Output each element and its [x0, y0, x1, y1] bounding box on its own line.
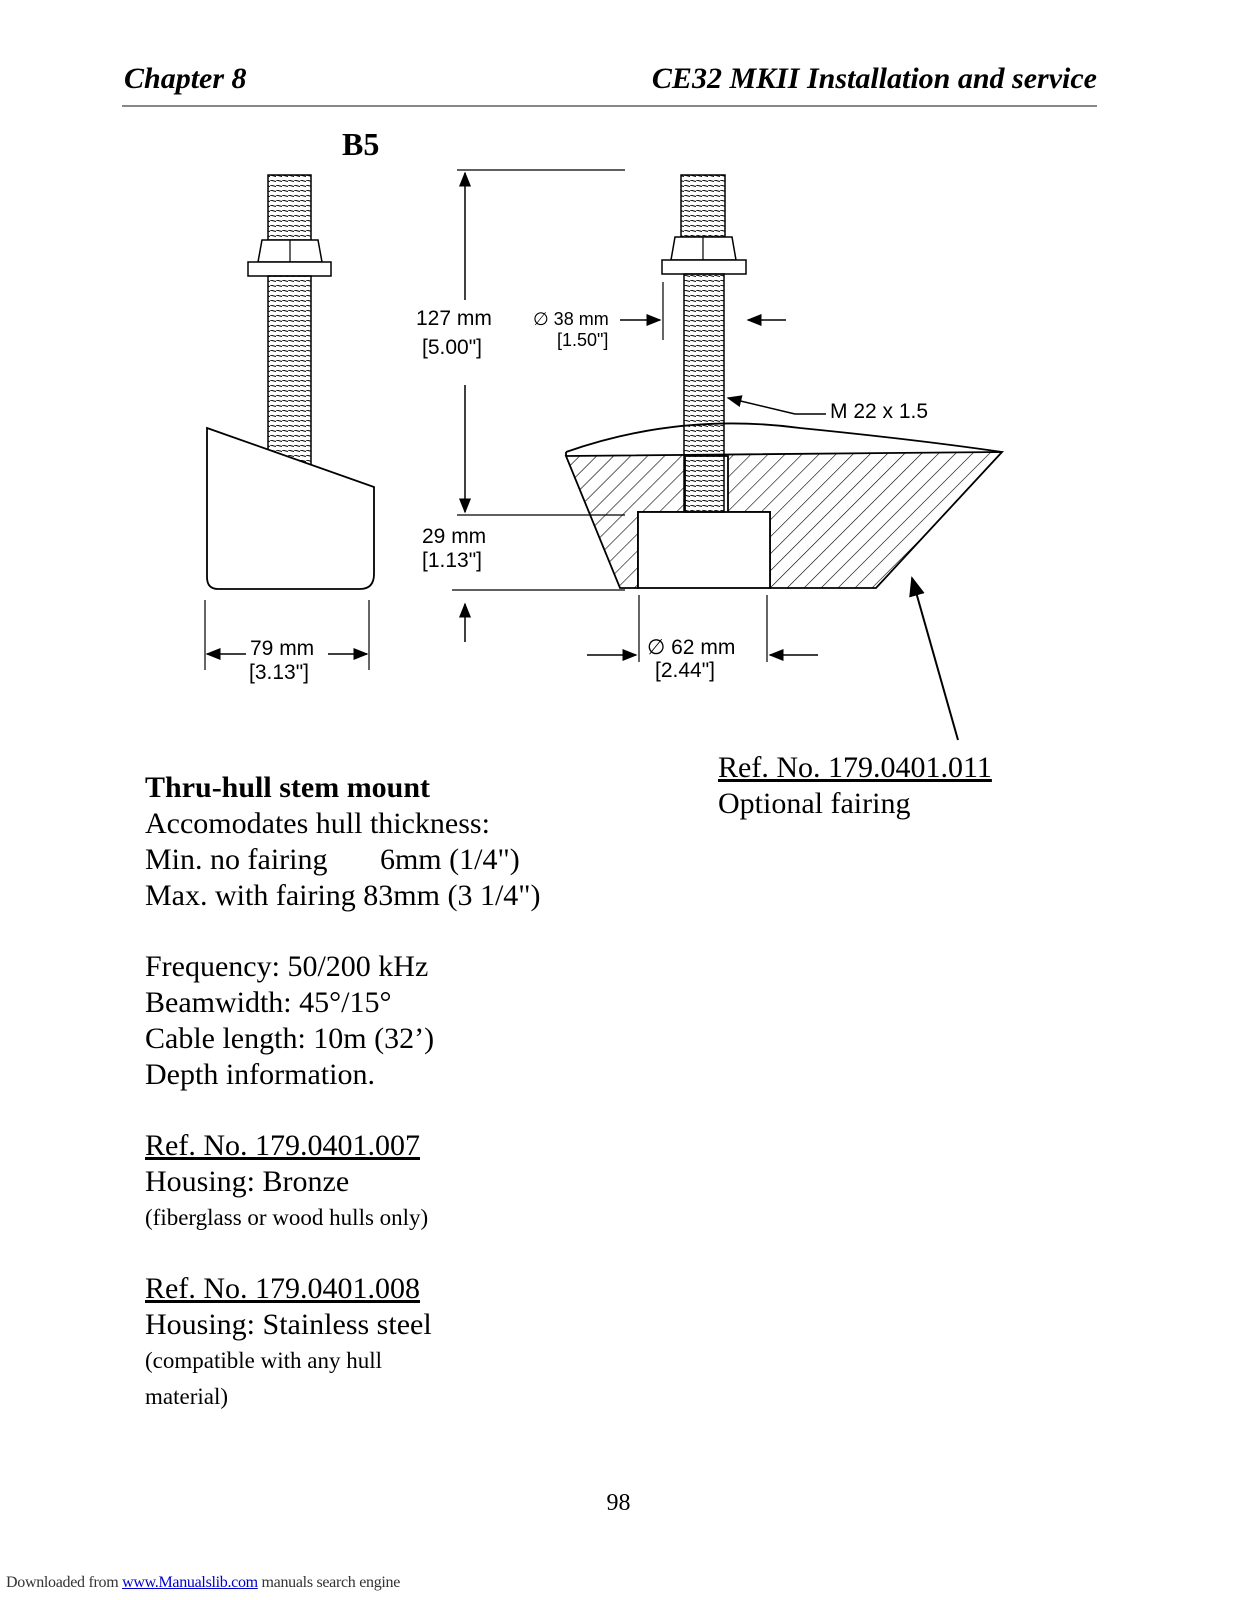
spec-line: Beamwidth: 45°/15°	[145, 986, 392, 1019]
page-number: 98	[606, 1490, 631, 1516]
mount-title: Thru-hull stem mount	[145, 771, 431, 804]
fairing-ref: Ref. No. 179.0401.011	[718, 751, 992, 784]
description-line: Max. with fairing 83mm (3 1/4")	[145, 879, 541, 912]
hull-in-label: [1.13"]	[422, 549, 482, 572]
spec-line: Depth information.	[145, 1058, 375, 1091]
variant-ref: Ref. No. 179.0401.008	[145, 1272, 420, 1305]
base-dia-in-label: [2.44"]	[655, 659, 715, 682]
hull-mm-label: 29 mm	[422, 525, 487, 548]
mount-description	[145, 770, 541, 914]
variant-stainless	[145, 1271, 432, 1415]
chapter-heading: Chapter 8	[124, 62, 247, 95]
section-view	[416, 170, 1002, 740]
transducer-drawing	[0, 0, 1237, 760]
thread-label: M 22 x 1.5	[830, 400, 929, 423]
description-line: Min. no fairing 6mm (1/4")	[145, 843, 520, 876]
width-mm-label: 79 mm	[250, 637, 315, 660]
variant-note: (compatible with any hull	[145, 1348, 382, 1373]
side-view	[205, 175, 374, 684]
stem-dia-mm-label: ∅ 38 mm	[533, 309, 609, 329]
download-footer	[6, 1574, 400, 1592]
figure-label: B5	[342, 126, 380, 162]
width-in-label: [3.13"]	[249, 661, 309, 684]
variant-housing: Housing: Stainless steel	[145, 1308, 432, 1341]
spec-line: Frequency: 50/200 kHz	[145, 950, 429, 983]
height-in-label: [5.00"]	[422, 336, 482, 359]
fairing-label: Optional fairing	[718, 787, 911, 820]
fairing-info	[718, 750, 992, 822]
variant-ref: Ref. No. 179.0401.007	[145, 1129, 420, 1162]
base-dia-mm-label: ∅ 62 mm	[647, 636, 736, 659]
manual-title-heading: CE32 MKII Installation and service	[651, 62, 1097, 95]
footer-suffix: manuals search engine	[257, 1574, 401, 1591]
variant-note: (fiberglass or wood hulls only)	[145, 1205, 429, 1230]
footer-prefix: Downloaded from	[6, 1574, 123, 1591]
stem-dia-in-label: [1.50"]	[557, 330, 609, 350]
manualslib-link[interactable]: www.Manualslib.com	[122, 1574, 258, 1591]
spec-line: Cable length: 10m (32’)	[145, 1022, 435, 1055]
specifications	[145, 949, 434, 1093]
variant-housing: Housing: Bronze	[145, 1165, 350, 1198]
variant-bronze	[145, 1128, 428, 1236]
description-line: Accomodates hull thickness:	[145, 807, 490, 840]
height-mm-label: 127 mm	[416, 307, 492, 330]
variant-note: material)	[145, 1384, 229, 1409]
